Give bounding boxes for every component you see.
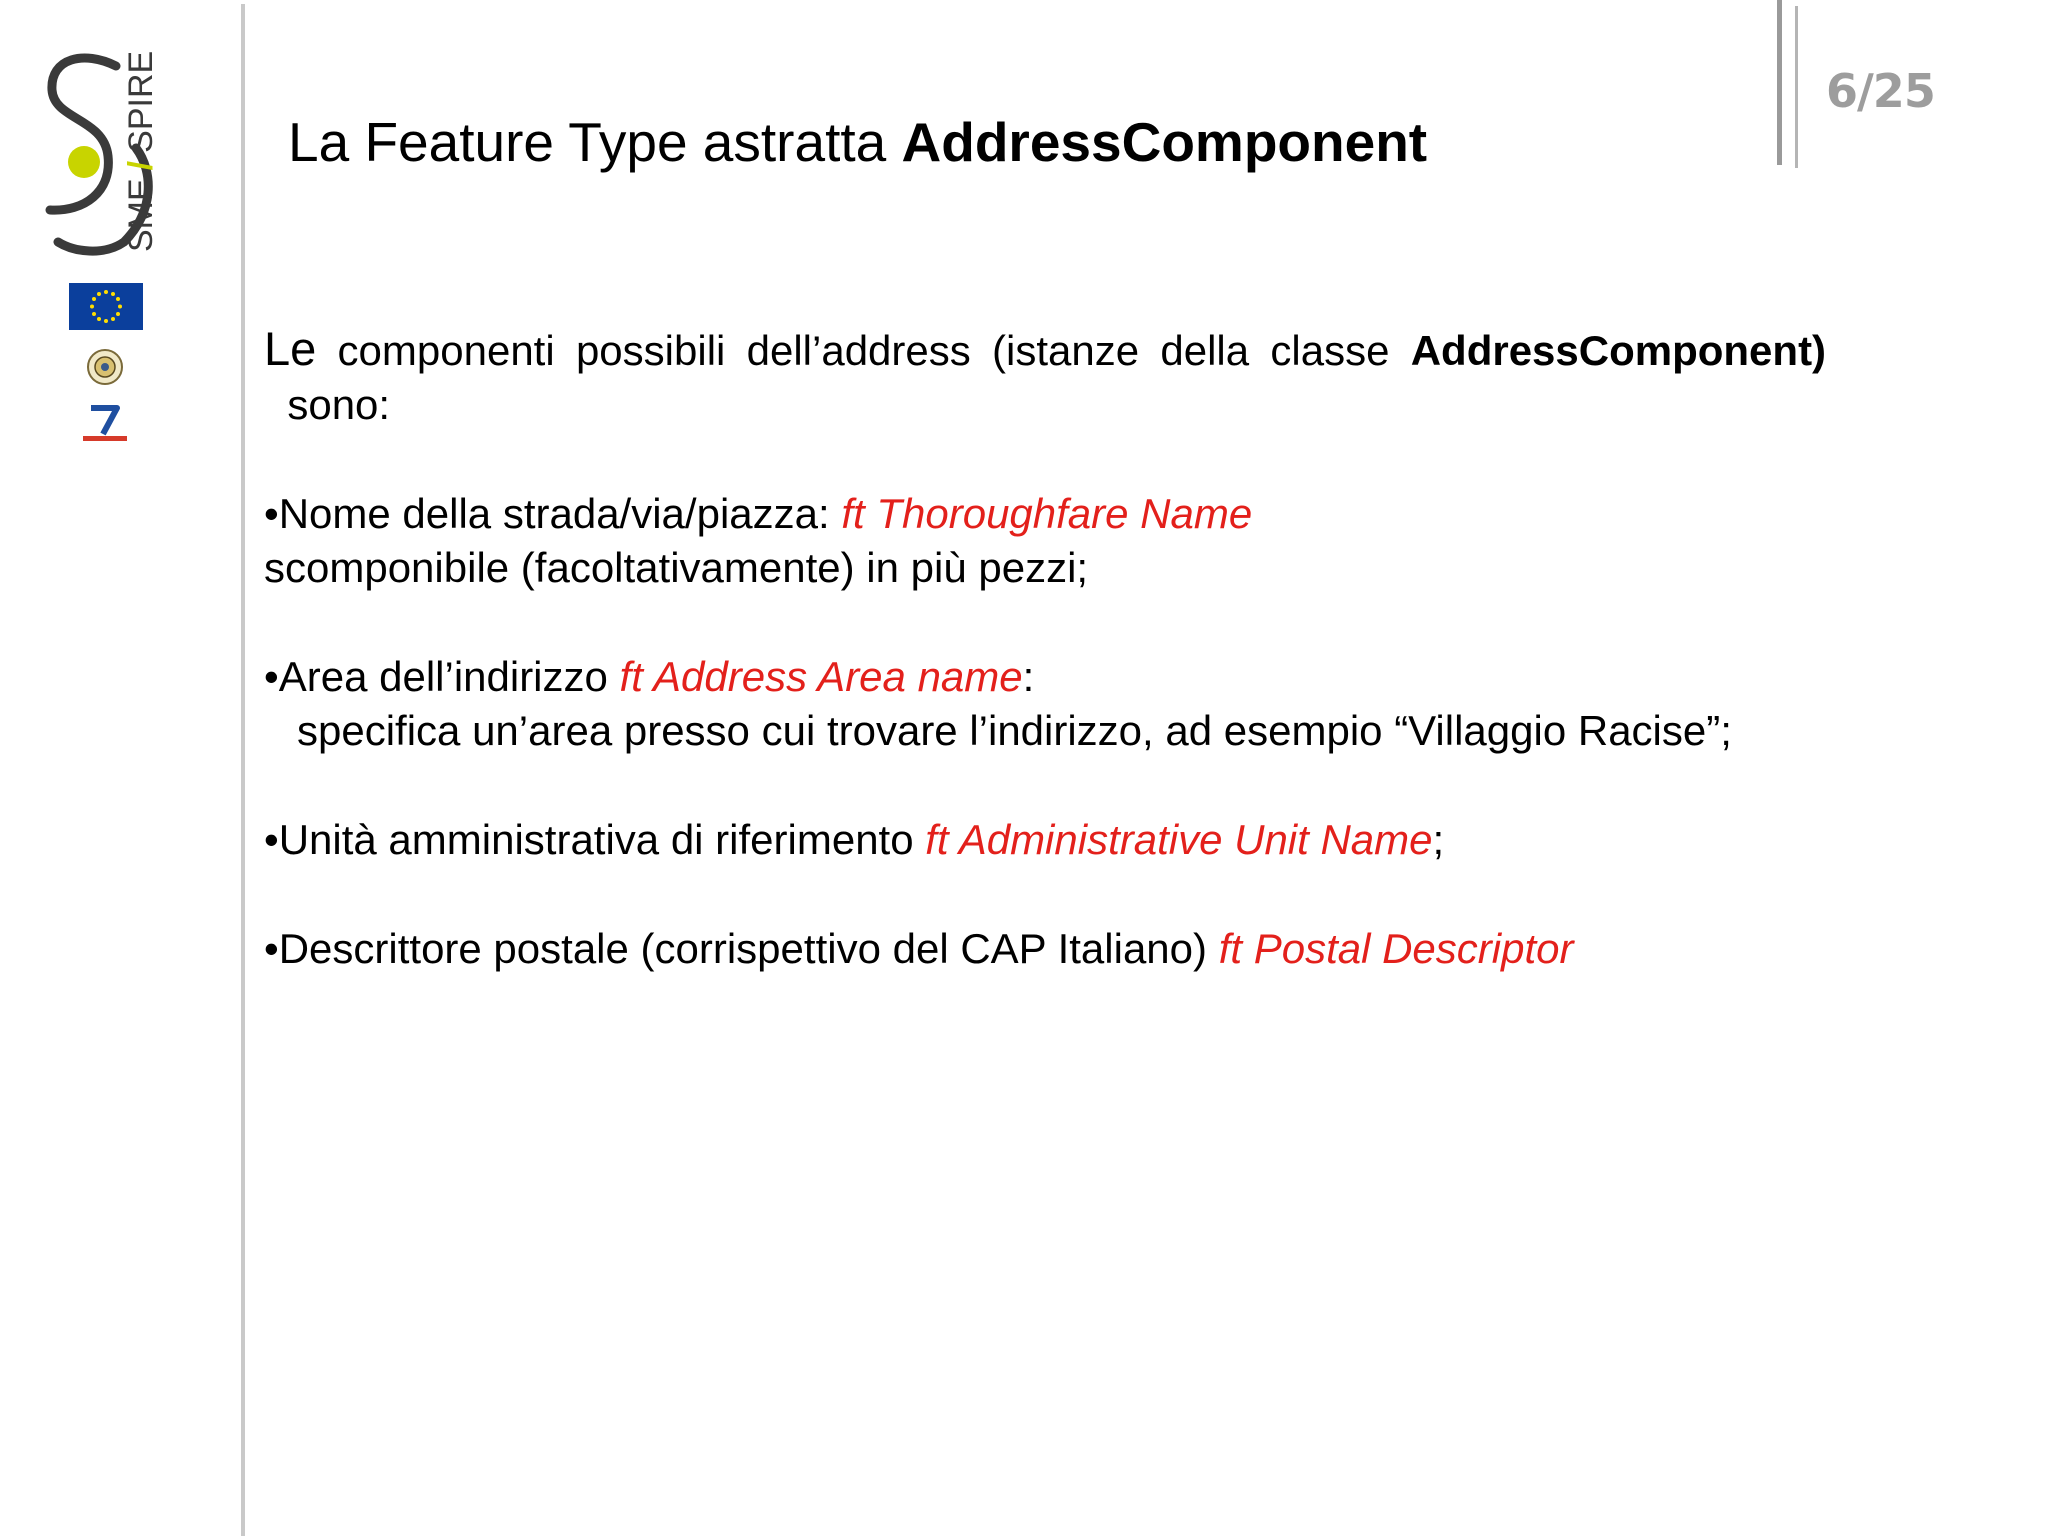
header-divider xyxy=(1795,6,1798,168)
feature-type-name: ft Postal Descriptor xyxy=(1218,925,1574,972)
item-text: Area dell’indirizzo xyxy=(278,653,620,700)
institution-seal-icon xyxy=(86,348,124,386)
intro-paragraph xyxy=(264,322,1826,432)
item-description: specifica un’area presso cui trovare l’indirizzo, ad esempio “Villaggio Racise”; xyxy=(297,707,1732,754)
list-item xyxy=(264,922,1826,976)
sidebar xyxy=(0,0,244,1536)
item-after: ; xyxy=(1432,816,1445,863)
slide-body xyxy=(264,322,1826,976)
fp7-logo-icon xyxy=(77,402,133,444)
bullet: • xyxy=(264,653,279,700)
list-item xyxy=(264,650,1826,758)
feature-type-name: ft Thoroughfare Name xyxy=(841,490,1253,537)
item-after: : xyxy=(1022,653,1035,700)
header-divider xyxy=(1777,0,1782,165)
title-prefix: La Feature Type astratta xyxy=(288,111,902,173)
feature-type-name: ft Administrative Unit Name xyxy=(925,816,1433,863)
intro-word: della xyxy=(1160,327,1250,374)
intro-word: componenti xyxy=(337,327,555,374)
item-text: Unità amministrativa di riferimento xyxy=(278,816,926,863)
item-text: Descrittore postale (corrispettivo del CAP Italiano) xyxy=(278,925,1219,972)
eu-flag-icon xyxy=(69,283,143,330)
page-number: 6/25 xyxy=(1826,64,1935,118)
intro-word: dell’address xyxy=(746,327,971,374)
logo-wordmark xyxy=(120,50,164,254)
item-text: Nome della strada/via/piazza: xyxy=(278,490,842,537)
intro-word: classe xyxy=(1270,327,1390,374)
feature-type-name: ft Address Area name xyxy=(619,653,1023,700)
intro-word: Le xyxy=(264,322,317,375)
intro-suffix: sono: xyxy=(264,381,391,428)
bullet: • xyxy=(264,925,279,972)
item-description: scomponibile (facoltativamente) in più pezzi; xyxy=(264,544,1089,591)
intro-bold: AddressComponent) xyxy=(1410,327,1827,374)
list-item xyxy=(264,813,1826,867)
bullet: • xyxy=(264,816,279,863)
logo-dot-icon xyxy=(68,146,100,178)
slide-title xyxy=(288,108,1688,176)
sidebar-divider xyxy=(241,4,245,1536)
bullet: • xyxy=(264,490,279,537)
list-item xyxy=(264,487,1826,595)
intro-word: possibili xyxy=(575,327,726,374)
title-bold: AddressComponent xyxy=(901,111,1428,173)
intro-word: (istanze xyxy=(992,327,1140,374)
svg-text:SME/SPIRE: SME/SPIRE xyxy=(122,50,160,252)
